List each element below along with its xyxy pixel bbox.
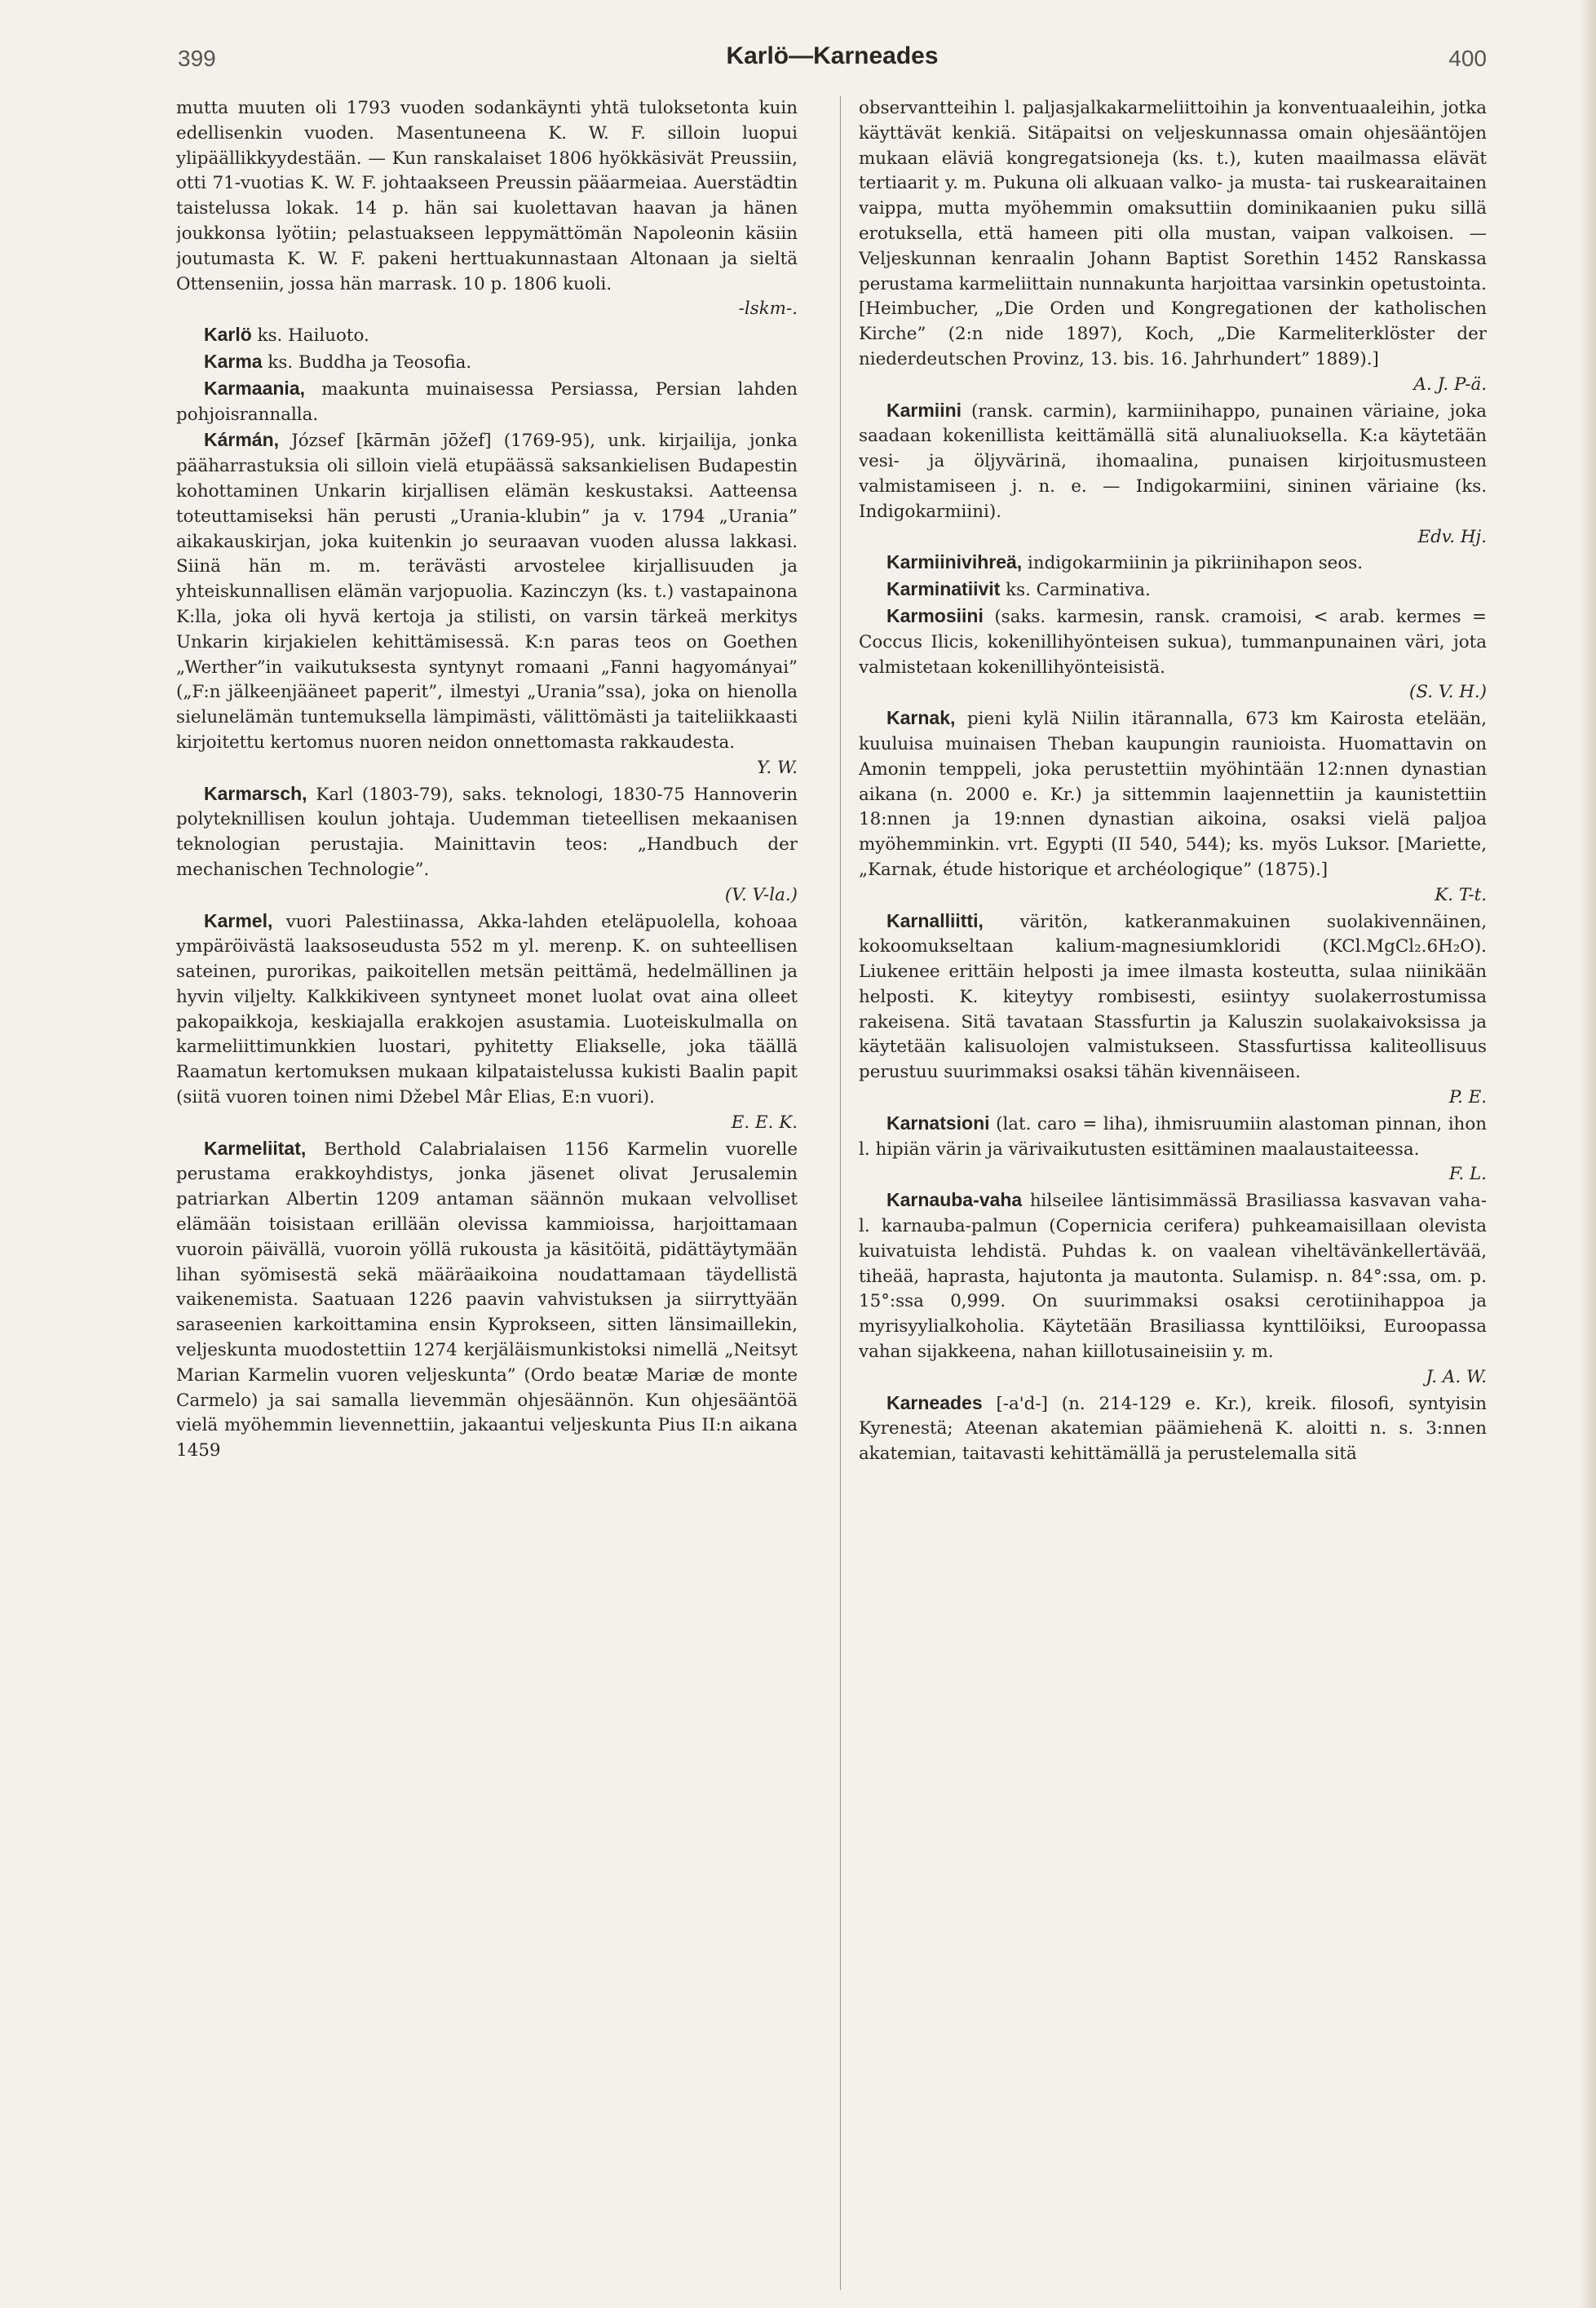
entry-headword: Karnatsioni [886, 1112, 990, 1134]
entry-headword: Karnauba-vaha [886, 1189, 1023, 1211]
entry-headword: Karmiini [886, 399, 962, 421]
dictionary-entry [859, 909, 1487, 1111]
dictionary-entry [859, 577, 1487, 604]
dictionary-entry [176, 781, 798, 909]
dictionary-entry [176, 349, 798, 376]
entry-signature: Y. W. [756, 757, 798, 778]
entry-signature: A. J. P-ä. [1413, 374, 1487, 395]
dictionary-entry [176, 96, 798, 322]
dictionary-entry [176, 322, 798, 349]
entry-headword: Karnak, [886, 707, 956, 729]
entry-text: Karl (1803-79), saks. teknologi, 1830-75 Hannoverin polyteknillisen koulun johtaja. Uudemman tieteellisen mekaanisen teknologian perustajia. Mainittavin teos: „Handbuch der mechanischen Technologie”. [176, 784, 798, 880]
entry-text: Berthold Calabrialaisen 1156 Karmelin vuorelle perustama erakkoyhdistys, jonka jäsenet olivat Jerusalemin patriarkan Albertin 1209 antaman säännön mukaan velvolliset elämään toisistaan erillään olevissa kammioissa, harjoittamaan vuoroin päivällä, vuoroin yöllä rukousta ja käsitöitä, pidättäytymään lihan syömisestä sekä määräaikoina noudattamaan täydellistä vaikenemista. Saatuaan 1226 paavin vahvistuksen ja siirryttyään saraseenien karkoittamina ensin Kyprokseen, sitten länsimaillekin, veljeskunta muodostettiin 1274 kerjäläismunkistoksi nimellä „Neitsyt Marian Karmelin vuoren veljeskunta” (Ordo beatæ Mariæ de monte Carmelo) ja sai samalla lievemmän ohjesäännön. Kun ohjesääntöä vielä myöhemmin lievennettiin, jakaantui veljeskunta Pius II:n aikana 1459 [176, 1139, 798, 1461]
running-title: Karlö—Karneades [726, 42, 939, 69]
page-edge [1580, 0, 1596, 2308]
entry-text: ks. Buddha ja Teosofia. [267, 352, 472, 373]
entry-text: (saks. karmesin, ransk. cramoisi, < arab. kermes = Coccus Ilicis, kokenillihyönteisen sukua), tummanpunainen väri, jota valmistetaan kokenillihyönteisistä. [859, 606, 1487, 678]
page-header [178, 42, 1487, 82]
entry-signature: J. A. W. [1426, 1366, 1487, 1387]
entry-text: pieni kylä Niilin itärannalla, 673 km Kairosta etelään, kuuluisa muinaisen Theban kaupungin raunioista. Huomattavin on Amonin temppeli, joka perustettiin myöhintään 12:nnen dynastian aikana (n. 2000 e. Kr.) ja sittemmin laajennettiin ja kaunistettiin 18:nnen ja 19:nnen dynastian aikoina, osaksi vielä paljoa myöhemminkin. vrt. Egypti (II 540, 544); ks. myös Luksor. [Mariette, „Karnak, étude historique et archéologique” (1875).] [859, 709, 1487, 880]
entry-headword: Karmosiini [886, 604, 984, 626]
right-page-number: 400 [1448, 46, 1487, 71]
dictionary-entry [859, 604, 1487, 705]
entry-signature: F. L. [1448, 1164, 1487, 1185]
entry-text: maakunta muinaisessa Persiassa, Persian lahden pohjoisrannalla. [176, 378, 798, 425]
entry-headword: Karmeliitat, [204, 1137, 307, 1159]
dictionary-entry [859, 705, 1487, 908]
entry-signature: E. E. K. [731, 1112, 798, 1133]
entry-text: ks. Hailuoto. [257, 325, 369, 347]
dictionary-entry [176, 1136, 798, 1464]
entry-text: (ransk. carmin), karmiinihappo, punainen väriaine, joka saadaan kokenillista keittämällä sitä alunaliuoksella. K:a käytetään vesi- ja öljyvärinä, ihomaalina, punaisen kirjoitusmusteen valmistamiseen j. n. e. — Indigokarmiini, sininen väriaine (ks. Indigokarmiini). [859, 400, 1487, 522]
entry-signature: (S. V. H.) [1409, 682, 1487, 703]
entry-signature: -lskm-. [738, 298, 798, 320]
entry-text: [-a'd-] (n. 214-129 e. Kr.), kreik. filosofi, syntyisin Kyrenestä; Ateenan akatemian päämiehenä K. aloitti n. s. 3:nnen akatemian, taitavasti kehittämällä ja perustelemalla sitä [859, 1393, 1487, 1465]
entry-text: mutta muuten oli 1793 vuoden sodankäynti yhtä tuloksetonta kuin edellisenkin vuoden. Masentuneena K. W. F. silloin luopui ylipäällikkyydestään. — Kun ranskalaiset 1806 hyökkäsivät Preussiin, otti 71-vuotias K. W. F. johtaakseen Preussin pääarmeiaa. Auerstädtin taistelussa lokak. 14 p. hän sai kuolettavan haavan ja hänen joukkonsa lyötiin; pelastuakseen leppymättömän Napoleonin käsiin joutumasta K. W. F. pakeni herttuakunnastaan Altonaan ja sieltä Ottenseniin, jossa hän marrask. 10 p. 1806 kuoli. [176, 98, 798, 294]
entry-headword: Karma [204, 350, 263, 372]
dictionary-entry [176, 909, 798, 1136]
entry-signature: K. T-t. [1435, 884, 1487, 905]
entry-text: hilseilee läntisimmässä Brasiliassa kasvavan vaha- l. karnauba-palmun (Copernicia cerifera) puhkeamaisillaan olevista kuivatuista lehdistä. Puhdas k. on vaalean viheltävänkellertävää, tiheää, haprasta, hajutonta ja mautonta. Sulamisp. n. 84°:ssa, om. p. 15°:ssa 0,999. On suurimmaksi osaksi cerotiinihappoa ja myrisyylialkoholia. Käytetään Brasiliassa kynttilöiksi, Euroopassa vahan sijakkeena, nahan kiillotusaineisiin y. m. [859, 1191, 1487, 1363]
dictionary-entry [859, 96, 1487, 398]
right-column [859, 96, 1487, 2290]
entry-text: väritön, katkeranmakuinen suolakivennäinen, kokoomukseltaan kalium-magnesiumkloridi (KCl.MgCl₂.6H₂O). Liukenee erittäin helposti ja imee ilmasta kosteutta, sulaa niinikään helposti. K. kiteytyy rombisesti, esiintyy suolakerrostumissa rakeisena. Sitä tavataan Stassfurtin ja Kaluszin suolakaivoksissa ja käytetään kalisuolojen valmistukseen. Stassfurtissa kaliteollisuus perustuu suurimmaksi osaksi tähän kivennäiseen. [859, 911, 1487, 1083]
entry-signature: (V. V-la.) [724, 884, 798, 905]
entry-headword: Kármán, [204, 429, 280, 451]
entry-text: (lat. caro = liha), ihmisruumiin alastoman pinnan, ihon l. hipiän värin ja värivaikutusten esittäminen maalaustaiteessa. [859, 1113, 1487, 1160]
left-column [176, 96, 798, 2290]
dictionary-entry [859, 1187, 1487, 1390]
dictionary-entry [859, 1111, 1487, 1187]
entry-text: ks. Carminativa. [1006, 580, 1151, 601]
entry-headword: Karmarsch, [204, 782, 307, 804]
entry-headword: Karnalliitti, [886, 909, 984, 931]
entry-headword: Karlö [204, 324, 252, 346]
entry-text: indigokarmiinin ja pikriinihapon seos. [1028, 553, 1363, 574]
entry-signature: P. E. [1448, 1087, 1487, 1108]
entry-text: observantteihin l. paljasjalkakarmeliittoihin ja konventuaaleihin, jotka käyttävät kenkiä. Sitäpaitsi on veljeskunnassa omain ohjesääntöjen mukaan eläviä kongregatsioneja (ks. t.), kuten maailmassa elävät tertiaarit y. m. Pukuna oli alkuaan valko- ja musta- tai ruskearaitainen vaippa, mutta myöhemmin omaksuttiin dominikaanien puku sillä erotuksella, että hameen piti olla mustan, vaipan valkoisen. — Veljeskunnan kenraalin Johann Baptist Sorethin 1452 Ranskassa perustama karmeliittain nunnakunta harjoittaa varsinkin opetustointa. [Heimbucher, „Die Orden und Kongregationen der katholischen Kirche” (2:n nide 1897), Koch, „Die Karmeliterklöster der niederdeutschen Provinz, 13. bis. 16. Jahrhundert” 1889).] [859, 98, 1487, 369]
entry-text: vuori Palestiinassa, Akka-lahden eteläpuolella, kohoaa ympäröivästä laaksoseudusta 552 m yl. merenp. K. on suhteellisen sateinen, purorikas, paikoitellen metsän peittämä, hedelmällinen ja hyvin viljelty. Kalkkikiveen syntyneet monet luolat ovat aina olleet pakopaikkoja, keskiajalla erakkojen asustamia. Luoteiskulmalla on karmeliittimunkkien luostari, pyhitetty Eliakselle, joka täällä Raamatun kertomuksen mukaan kilpataistelussa kukisti Baalin papit (siitä vuoren toinen nimi Džebel Mâr Elias, E:n vuori). [176, 911, 798, 1108]
entry-headword: Karmaania, [204, 377, 306, 399]
left-page-number: 399 [178, 46, 216, 71]
entry-headword: Karmel, [204, 909, 273, 931]
entry-signature: Edv. Hj. [1417, 526, 1487, 547]
entry-headword: Karminatiivit [886, 578, 1001, 600]
entry-headword: Karmiinivihreä, [886, 551, 1023, 573]
dictionary-entry [859, 398, 1487, 550]
dictionary-entry [176, 376, 798, 428]
column-divider [840, 96, 841, 2290]
entry-text: József [kārmān jōžef] (1769-95), unk. kirjailija, jonka pääharrastuksia oli silloin vielä etupäässä saksankielisen Budapestin kohottaminen Unkarin kirjallisen elämän keskustaksi. Aatteensa toteuttamiseksi hän perusti „Urania-klubin” ja v. 1794 „Urania” aikakauskirjan, joka kuitenkin jo seuraavan vuoden alussa lakkasi. Siinä hän m. m. terävästi arvostelee kirjallisuuden ja yhteiskunnallisen elämän varjopuolia. Kazinczyn (ks. t.) vastapainona K:lla, joka oli hyvä kertoja ja stilisti, on varsin tärkeä merkitys Unkarin kirjakielen kehittämisessä. K:n paras teos on Goethen „Werther”in vaikutuksesta syntynyt romaani „Fanni hagyományai” („F:n jälkeenjääneet paperit”, ilmestyi „Urania”ssa), joka on hienolla sielunelämän tuntemuksella lämpimästi, välittömästi ja taiteliikkaasti kirjoitettu kertomus nuoren neidon onnettomasta rakkaudesta. [176, 431, 798, 753]
dictionary-entry [859, 550, 1487, 577]
entry-headword: Karneades [886, 1391, 983, 1413]
dictionary-entry [859, 1391, 1487, 1467]
dictionary-entry [176, 427, 798, 780]
